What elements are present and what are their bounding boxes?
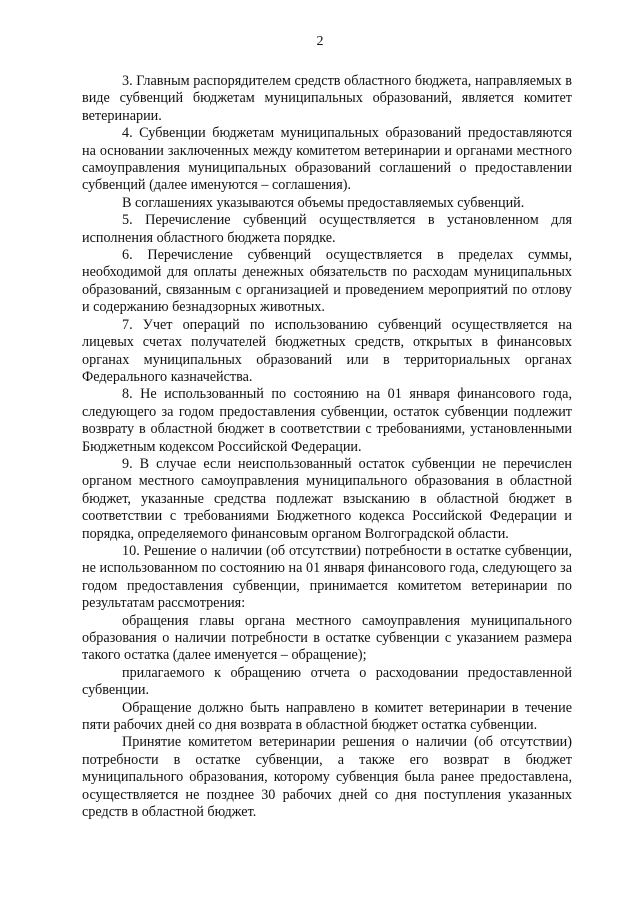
- paragraph-10-report: прилагаемого к обращению отчета о расходовании предоставленной субвенции.: [82, 664, 572, 699]
- paragraph-appeal-deadline: Обращение должно быть направлено в комитет ветеринарии в течение пяти рабочих дней со дня возврата в областной бюджет остатка субвенции.: [82, 699, 572, 734]
- document-body: [82, 73, 572, 821]
- paragraph-5: 5. Перечисление субвенций осуществляется в установленном для исполнения областного бюджета порядке.: [82, 212, 572, 246]
- paragraph-decision-deadline: Принятие комитетом ветеринарии решения о наличии (об отсутствии) потребности в остатке субвенции, а также его возврат в бюджет муниципального образования, которому субвенция была ранее предоставлена, осуществляется не позднее 30 рабочих дней со дня поступления указанных средств в областной бюджет.: [82, 734, 572, 821]
- paragraph-6: 6. Перечисление субвенций осуществляется в пределах суммы, необходимой для оплаты денежных обязательств по расходам муниципальных образований, связанным с организацией и проведением мероприятий по отлову и содержанию безнадзорных животных.: [82, 247, 572, 316]
- paragraph-4: 4. Субвенции бюджетам муниципальных образований предоставляются на основании заключенных между комитетом ветеринарии и органами местного самоуправления муниципальных образований соглашений о предоставлении субвенций (далее именуются – соглашения).: [82, 125, 572, 194]
- paragraph-8: 8. Не использованный по состоянию на 01 января финансового года, следующего за годом предоставления субвенции, остаток субвенции подлежит возврату в областной бюджет в соответствии с требованиями, установленными Бюджетным кодексом Российской Федерации.: [82, 386, 572, 455]
- paragraph-7: 7. Учет операций по использованию субвенций осуществляется на лицевых счетах получателей бюджетных средств, открытых в финансовых органах муниципальных образований или в территориальных органах Федерального казначейства.: [82, 316, 572, 385]
- paragraph-10: 10. Решение о наличии (об отсутствии) потребности в остатке субвенции, не использованном по состоянию на 01 января финансового года, следующего за годом предоставления субвенции, принимается комитетом ветеринарии по результатам рассмотрения:: [82, 542, 572, 612]
- paragraph-10-appeal: обращения главы органа местного самоуправления муниципального образования о наличии потребности в остатке субвенции с указанием размера такого остатка (далее именуется – обращение);: [82, 612, 572, 664]
- paragraph-4-agreements: В соглашениях указываются объемы предоставляемых субвенций.: [122, 194, 525, 211]
- paragraph-3: 3. Главным распорядителем средств областного бюджета, направляемых в виде субвенций бюджетам муниципальных образований, является комитет ветеринарии.: [82, 73, 572, 124]
- paragraph-9: 9. В случае если неиспользованный остаток субвенции не перечислен органом местного самоуправления муниципального образования в областной бюджет, указанные средства подлежат взысканию в областной бюджет в соответствии с требованиями Бюджетного кодекса Российской Федерации и порядка, определяемого финансовым органом Волгоградской области.: [82, 455, 572, 542]
- page-number: 2: [316, 34, 324, 49]
